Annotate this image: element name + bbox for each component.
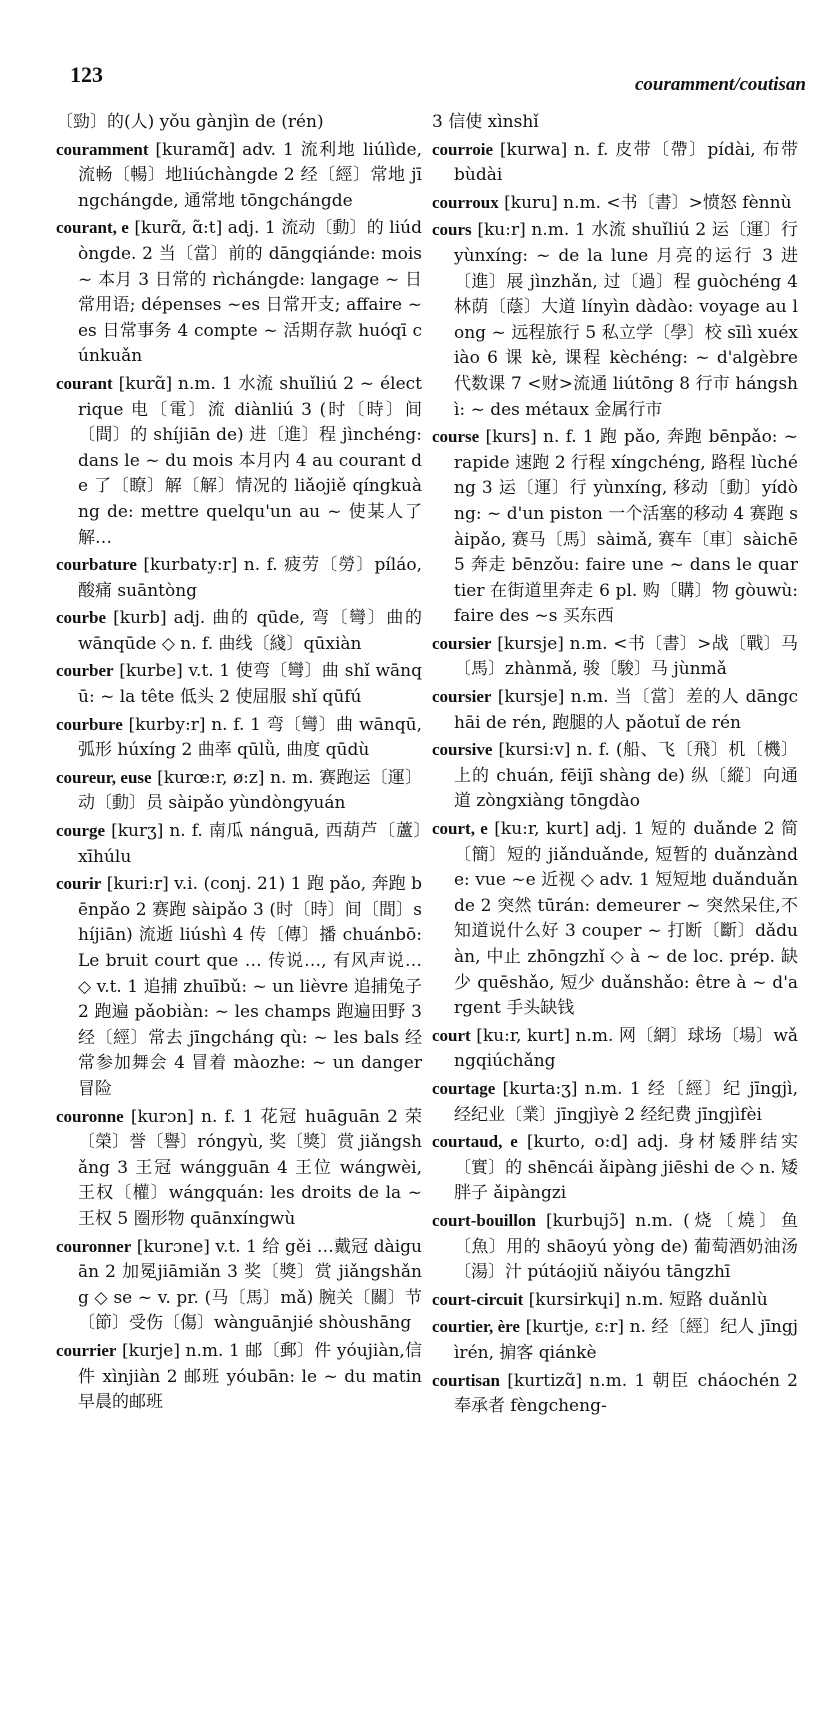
entry-definition: [kurby:r] n. f. 1 弯〔彎〕曲 wānqū, 弧形 húxíng 2 曲率 qūlǜ, 曲度 qūdù — [78, 714, 422, 761]
entry-definition: [kurs] n. f. 1 跑 pǎo, 奔跑 bēnpǎo: ~ rapide 速跑 2 行程 xíngchéng, 路程 lùchéng 3 运〔運〕行 yùnxíng, 移动〔動〕yídòng: ~ d'un piston 一个活塞的移动 4 赛跑 sàipǎo, 赛马〔馬〕sàimǎ, 赛车〔車〕sàichē 5 奔走 bēnzǒu: faire une ~ dans le quartier 在街道里奔走 6 pl. 购〔購〕物 gòuwù: faire des ~s 买东西 — [454, 427, 798, 627]
dictionary-entry — [432, 217, 798, 423]
running-head: couramment/coutisan — [634, 74, 806, 95]
entry-definition: [kuru] n.m. <书〔書〕>愤怒 fènnù — [504, 192, 792, 213]
dictionary-entry — [56, 712, 422, 764]
entry-definition: [kurœ:r, ø:z] n. m. 赛跑运〔運〕动〔動〕员 sàipǎo yùndòngyuán — [78, 767, 422, 814]
page-number: 123 — [70, 62, 103, 87]
entry-headword: couramment — [56, 139, 149, 159]
entry-headword: courbure — [56, 714, 123, 734]
entry-definition: [kurtizɑ̃] n.m. 1 朝臣 cháochén 2 奉承者 fèngcheng- — [454, 1370, 798, 1417]
entry-headword: courant — [56, 373, 113, 393]
dictionary-entry — [432, 424, 798, 630]
entry-definition: [kurtje, ɛ:r] n. 经〔經〕纪人 jīngjìrén, 掮客 qiánkè — [454, 1317, 798, 1363]
entry-definition: [ku:r, kurt] n.m. 网〔網〕球场〔場〕wǎngqiúchǎng — [454, 1025, 798, 1072]
dictionary-entry — [56, 371, 422, 551]
dictionary-entry — [432, 137, 798, 189]
dictionary-entry — [432, 1287, 798, 1314]
entry-headword: coursier — [432, 633, 492, 653]
entry-headword: court-bouillon — [432, 1210, 536, 1230]
entry-headword: court — [432, 1025, 471, 1045]
entry-headword: couronne — [56, 1106, 124, 1126]
entry-definition: 3 信使 xìnshǐ — [432, 112, 539, 132]
right-column — [432, 110, 798, 1421]
entry-headword: courbe — [56, 608, 107, 628]
dictionary-entry — [56, 871, 422, 1102]
dictionary-entry — [56, 765, 422, 817]
entry-definition: [kurbe] v.t. 1 使弯〔彎〕曲 shǐ wānqū: ~ la tête 低头 2 使屈服 shǐ qūfú — [78, 661, 422, 708]
entry-definition: [kurɔn] n. f. 1 花冠 huāguān 2 荣〔榮〕誉〔譽〕róngyù, 奖〔獎〕赏 jiǎngshǎng 3 王冠 wángguān 4 王位 wángwèi, 王权〔權〕wángquán: les droits de la ~王权 5 圈形物 quānxíngwù — [78, 1106, 423, 1229]
entry-headword: courir — [56, 874, 102, 894]
entry-definition: [kurbaty:r] n. f. 疲劳〔勞〕píláo, 酸痛 suāntòng — [78, 555, 422, 601]
entry-headword: courtaud, e — [432, 1132, 518, 1152]
entry-headword: courtier, ère — [432, 1317, 520, 1337]
entry-definition: [kurbujɔ̃] n.m. (烧〔燒〕鱼〔魚〕用的 shāoyú yòng de) 葡萄酒奶油汤〔湯〕汁 pútáojiǔ nǎiyóu tāngzhī — [454, 1210, 798, 1283]
entry-headword: court-circuit — [432, 1289, 524, 1309]
entry-definition: [ku:r, kurt] adj. 1 短的 duǎnde 2 简〔簡〕短的 jiǎnduǎnde, 短暂的 duǎnzànde: vue ~e 近视 ◇ adv. 1 短短地 duǎnduǎnde 2 突然 tūrán: demeurer ~ 突然呆住,不知道说什么好 3 couper ~ 打断〔斷〕dǎduàn, 中止 zhōngzhǐ ◇ à ~ de loc. prép. 缺少 quēshǎo, 短少 duǎnshǎo: être à ~ d'argent 手头缺钱 — [454, 819, 798, 1019]
dictionary-entry — [56, 1234, 422, 1337]
entry-definition: [kurʒ] n. f. 南瓜 nánguā, 西葫芦〔蘆〕xīhúlu — [78, 821, 422, 867]
entry-definition: [kurta:ʒ] n.m. 1 经〔經〕纪 jīngjì, 经纪业〔業〕jīngjìyè 2 经纪费 jīngjìfèi — [454, 1078, 798, 1125]
entry-headword: courant, e — [56, 218, 129, 238]
entry-headword: courbature — [56, 555, 137, 575]
dictionary-entry — [432, 1368, 798, 1420]
dictionary-entry — [56, 658, 422, 710]
entry-definition: [kurwa] n. f. 皮带〔帶〕pídài, 布带 bùdài — [454, 139, 798, 186]
entry-headword: cours — [432, 220, 472, 240]
entry-headword: coursier — [432, 687, 492, 707]
dictionary-entry — [432, 190, 798, 217]
entry-definition: [kurɑ̃] n.m. 1 水流 shuǐliú 2 ~ électrique 电〔電〕流 diànliú 3 (时〔時〕间〔間〕的 shíjiān de) 进〔進〕程 jìnchéng: dans le ~ du mois 本月内 4 au courant de 了〔瞭〕解〔解〕情况的 liǎojiě qíngkuàng de: mettre quelqu'un au ~ 使某人了解… — [78, 373, 422, 548]
dictionary-entry — [56, 137, 422, 215]
entry-headword: courroux — [432, 192, 499, 212]
entry-definition: [kursi:v] n. f. (船、飞〔飛〕机〔機〕上的 chuán, fēijī shàng de) 纵〔縱〕向通道 zòngxiàng tōngdào — [454, 740, 799, 812]
dictionary-entry — [432, 1076, 798, 1128]
dictionary-entry — [432, 1129, 798, 1207]
entry-headword: courber — [56, 661, 114, 681]
entry-definition: [kursirkɥi] n.m. 短路 duǎnlù — [528, 1289, 768, 1310]
dictionary-entry — [432, 1314, 798, 1366]
entry-definition: 〔勁〕的(人) yǒu gànjìn de (rén) — [56, 112, 324, 132]
entry-headword: couronner — [56, 1236, 132, 1256]
dictionary-entry — [56, 110, 422, 136]
dictionary-entry — [56, 552, 422, 604]
entry-headword: coursive — [432, 740, 493, 760]
dictionary-entry — [56, 1338, 422, 1416]
dictionary-entry — [56, 1104, 422, 1233]
entry-definition: [kuramɑ̃] adv. 1 流利地 liúlìde, 流畅〔暢〕地liúchàngde 2 经〔經〕常地 jīngchángde, 通常地 tōngchángde — [78, 139, 423, 211]
entry-definition: [kurb] adj. 曲的 qūde, 弯〔彎〕曲的 wānqūde ◇ n. f. 曲线〔綫〕qūxiàn — [78, 608, 423, 654]
entry-definition: [kursje] n.m. 当〔當〕差的人 dāngchāi de rén, 跑腿的人 pǎotuǐ de rén — [454, 687, 798, 733]
entry-headword: course — [432, 427, 480, 447]
entry-definition: [kurɔne] v.t. 1 给 gěi …戴冠 dàiguān 2 加冕jiāmiǎn 3 奖〔獎〕赏 jiǎngshǎng ◇ se ~ v. pr. (马〔馬〕mǎ) 腕关〔關〕节〔節〕受伤〔傷〕wànguānjié shòushāng — [78, 1236, 422, 1334]
entry-definition: [kuri:r] v.i. (conj. 21) 1 跑 pǎo, 奔跑 bēnpǎo 2 赛跑 sàipǎo 3 (时〔時〕间〔間〕shíjiān) 流逝 liúshì 4 传〔傳〕播 chuánbō: Le bruit court que … 传说…, 有风声说… ◇ v.t. 1 追捕 zhuībǔ: ~ un lièvre 追捕兔子 2 跑遍 pǎobiàn: ~ les champs 跑遍田野 3 经〔經〕常去 jīngcháng qù: ~ les bals 经常参加舞会 4 冒着 màozhe: ~ un danger 冒险 — [78, 874, 423, 1099]
entry-headword: courrier — [56, 1340, 117, 1360]
dictionary-entry — [432, 1208, 798, 1286]
dictionary-entry — [432, 816, 798, 1022]
entry-definition: [ku:r] n.m. 1 水流 shuǐliú 2 运〔運〕行 yùnxíng: ~ de la lune 月亮的运行 3 进〔進〕展 jìnzhǎn, 过〔過〕程 guòchéng 4 林荫〔蔭〕大道 línyìn dàdào: voyage au long ~ 远程旅行 5 私立学〔學〕校 sīlì xuéxiào 6 课 kè, 课程 kèchéng: ~ d'algèbre 代数课 7 <财>流通 liútōng 8 行市 hángshì: ~ des métaux 金属行市 — [454, 220, 799, 420]
entry-headword: courtage — [432, 1078, 496, 1098]
entry-headword: court, e — [432, 819, 488, 839]
dictionary-entry — [432, 684, 798, 736]
entry-headword: courroie — [432, 139, 494, 159]
entry-headword: courge — [56, 821, 106, 841]
entry-headword: courtisan — [432, 1370, 500, 1390]
dictionary-entry — [432, 1023, 798, 1075]
left-column — [56, 110, 422, 1417]
dictionary-entry — [432, 110, 798, 136]
entry-definition: [kursje] n.m. <书〔書〕>战〔戰〕马〔馬〕zhànmǎ, 骏〔駿〕马 jùnmǎ — [454, 633, 798, 680]
entry-definition: [kurje] n.m. 1 邮〔郵〕件 yóujiàn,信件 xìnjiàn 2 邮班 yóubān: le ~ du matin 早晨的邮班 — [78, 1340, 423, 1413]
dictionary-entry — [432, 631, 798, 683]
dictionary-entry — [56, 818, 422, 870]
dictionary-entry — [56, 605, 422, 657]
entry-definition: [kurɑ̃, ɑ̃:t] adj. 1 流动〔動〕的 liúdòngde. 2 当〔當〕前的 dāngqiánde: mois ~ 本月 3 日常的 rìchángde: langage ~ 日常用语; dépenses ~es 日常开支; affaire ~es 日常事务 4 compte ~ 活期存款 huóqī cúnkuǎn — [78, 218, 422, 367]
dictionary-entry — [56, 215, 422, 370]
dictionary-entry — [432, 737, 798, 815]
entry-headword: coureur, euse — [56, 767, 152, 787]
entry-definition: [kurto, o:d] adj. 身材矮胖结实〔實〕的 shēncái ǎipàng jiēshi de ◇ n. 矮胖子 ǎipàngzi — [454, 1132, 798, 1204]
